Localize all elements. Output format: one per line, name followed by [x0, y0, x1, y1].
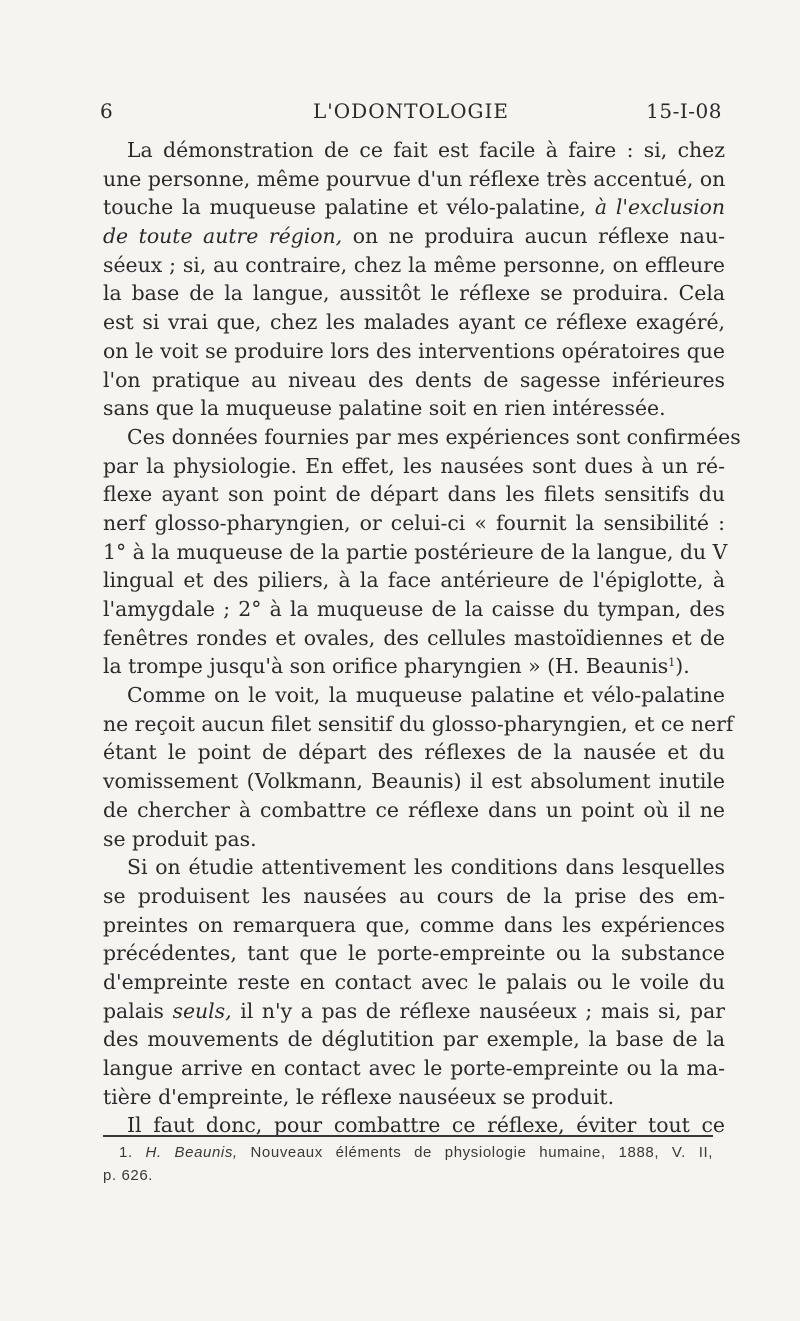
text-line	[103, 1083, 725, 1112]
text-run: nerf glosso-pharyngien, or celui-ci « fournit la sensibilité :	[103, 510, 725, 535]
text-line	[103, 1025, 725, 1054]
text-run: langue arrive en contact avec le porte-empreinte ou la ma-	[103, 1056, 725, 1080]
text-line	[103, 308, 725, 337]
text-run: il n'y a pas de réflexe nauséeux ; mais si, par	[231, 998, 725, 1023]
text-run: sans que la muqueuse palatine soit en rien intéressée.	[103, 396, 666, 421]
paragraph	[103, 136, 725, 423]
text-line	[103, 279, 725, 308]
footnote-line	[103, 1164, 713, 1187]
text-run: on ne produira aucun réflexe nau-	[342, 224, 725, 249]
text-run: palais	[103, 998, 173, 1023]
text-line	[103, 939, 725, 968]
text-run: Ces données fournies par mes expériences sont confirmées	[127, 424, 741, 449]
text-line	[103, 222, 725, 251]
text-line	[103, 394, 725, 423]
text-line	[103, 595, 725, 624]
text-line	[103, 509, 725, 538]
text-run: Comme on le voit, la muqueuse palatine et vélo-palatine	[127, 683, 725, 708]
text-run: 1.	[119, 1144, 146, 1161]
text-run: une personne, même pourvue d'un réflexe très accentué, on	[103, 166, 726, 191]
text-run: de chercher à combattre ce réflexe dans un point où il ne	[103, 797, 725, 822]
text-run: flexe ayant son point de départ dans les filets sensitifs du	[103, 482, 725, 507]
journal-title: L'ODONTOLOGIE	[313, 99, 509, 123]
text-run: l'on pratique au niveau des dents de sagesse inférieures	[103, 367, 725, 392]
text-line	[103, 997, 725, 1026]
text-run: touche la muqueuse palatine et vélo-palatine,	[103, 195, 595, 220]
text-run: preintes on remarquera que, comme dans les expériences	[103, 912, 725, 937]
text-line	[103, 968, 725, 997]
text-line	[103, 767, 725, 796]
text-run: se produisent les nausées au cours de la prise des em-	[103, 883, 725, 908]
text-run: tière d'empreinte, le réflexe nauséeux se produit.	[103, 1084, 615, 1109]
footnote	[103, 1141, 713, 1187]
paragraph	[103, 681, 734, 853]
italic-text: de toute autre région,	[103, 224, 343, 249]
text-line	[103, 1054, 725, 1083]
issue-date: 15-I-08	[646, 99, 722, 123]
text-run: l'amygdale ; 2° à la muqueuse de la caisse du tympan, des	[103, 597, 725, 621]
text-line	[103, 624, 725, 653]
text-line	[103, 165, 725, 194]
italic-text: à l'exclusion	[594, 195, 726, 220]
text-run: vomissement (Volkmann, Beaunis) il est absolument inutile	[103, 769, 725, 794]
text-run: d'empreinte reste en contact avec le palais ou le voile du	[103, 969, 725, 994]
text-run: 1° à la muqueuse de la partie postérieure de la langue, du V	[103, 539, 728, 564]
paragraph	[103, 423, 741, 681]
text-line	[103, 738, 725, 767]
text-line	[103, 796, 725, 825]
text-run: par la physiologie. En effet, les nausées sont dues à un ré-	[103, 453, 725, 478]
text-run: la base de la langue, aussitôt le réflexe se produira. Cela	[103, 281, 725, 306]
text-line	[103, 251, 725, 280]
text-run: est si vrai que, chez les malades ayant ce réflexe exagéré,	[103, 310, 725, 335]
italic-text: H. Beaunis,	[145, 1144, 238, 1161]
footnote-line	[103, 1141, 713, 1164]
text-run: Si on étudie attentivement les conditions dans lesquelles	[127, 855, 725, 880]
text-run: Nouveaux éléments de physiologie humaine, 1888, V. II,	[237, 1144, 713, 1161]
text-line	[103, 136, 725, 165]
body-text	[103, 136, 741, 1140]
text-line	[103, 652, 725, 681]
text-run: la trompe jusqu'à son orifice pharyngien » (H. Beaunis	[103, 654, 669, 679]
text-line	[103, 480, 725, 509]
text-run: fenêtres rondes et ovales, des cellules mastoïdiennes et de	[103, 625, 725, 650]
text-run: séeux ; si, au contraire, chez la même personne, on effleure	[103, 252, 725, 277]
text-line	[103, 566, 725, 595]
text-run: ne reçoit aucun filet sensitif du glosso-pharyngien, et ce nerf	[103, 711, 734, 736]
text-run: ).	[675, 654, 690, 679]
text-line	[103, 882, 725, 911]
text-line	[103, 337, 725, 366]
text-line	[103, 538, 728, 567]
text-line	[103, 452, 725, 481]
italic-text: seuls,	[172, 998, 232, 1023]
text-run: se produit pas.	[103, 826, 257, 851]
paragraph	[103, 853, 725, 1111]
text-run: p. 626.	[103, 1167, 154, 1184]
text-run: lingual et des piliers, à la face antérieure de l'épiglotte, à	[103, 568, 725, 593]
text-run: étant le point de départ des réflexes de la nausée et du	[103, 740, 725, 765]
text-line	[103, 423, 741, 452]
text-line	[103, 911, 725, 940]
text-line	[103, 853, 725, 882]
text-run: La démonstration de ce fait est facile à faire : si, chez	[127, 138, 725, 162]
text-line	[103, 825, 725, 854]
footnote-reference: 1	[668, 656, 676, 670]
text-run: Il faut donc, pour combattre ce réflexe, éviter tout ce	[127, 1113, 725, 1138]
text-line	[103, 193, 725, 222]
text-line	[103, 710, 734, 739]
text-run: des mouvements de déglutition par exemple, la base de la	[103, 1027, 725, 1052]
footnote-rule	[103, 1135, 713, 1137]
page-number: 6	[100, 99, 114, 123]
text-run: on le voit se produire lors des interventions opératoires que	[103, 338, 725, 363]
text-run: précédentes, tant que le porte-empreinte ou la substance	[103, 941, 725, 966]
text-line	[103, 681, 725, 710]
text-line	[103, 366, 725, 395]
running-header	[100, 99, 722, 129]
